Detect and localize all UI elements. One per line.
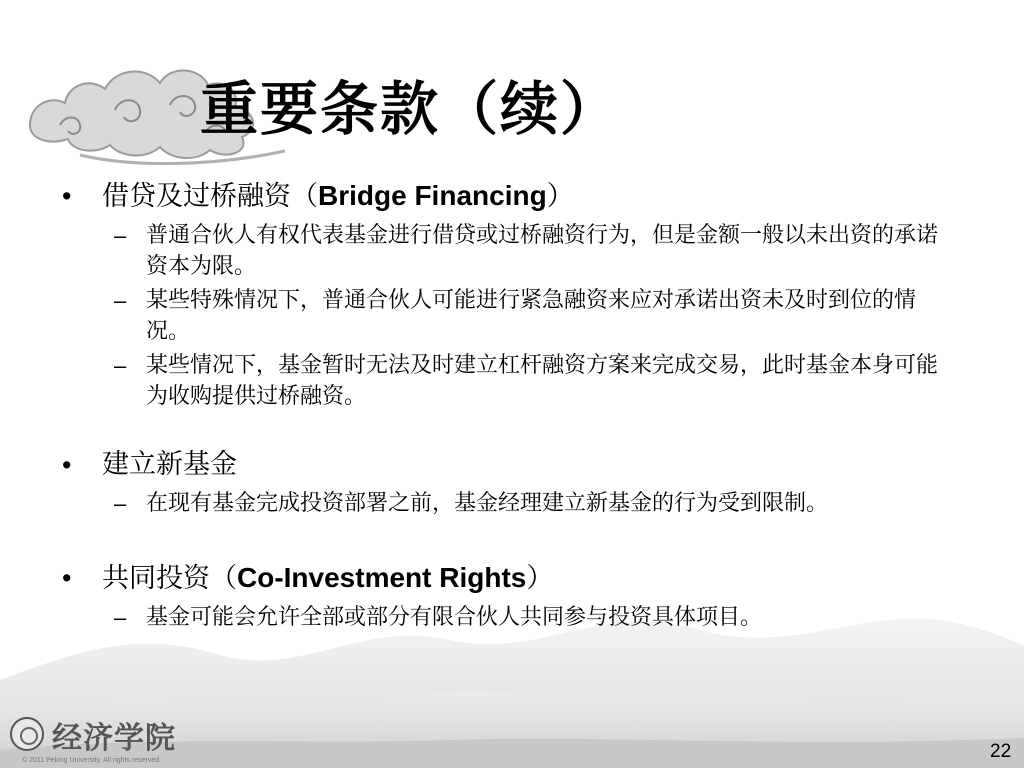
bullet-co-investment [62,558,962,633]
bullet-text-en: Co-Investment Rights [237,562,527,593]
sub-text: 在现有基金完成投资部署之前，基金经理建立新基金的行为受到限制。 [146,491,829,516]
sub-item [114,488,956,519]
bullet-dot: • [62,563,72,593]
page-number: 22 [990,741,1012,762]
bullet-text-en: Bridge Financing [318,180,547,211]
sub-item [114,350,956,412]
sub-dash: – [114,605,127,630]
sub-dash: – [114,491,127,516]
content-body [62,176,962,633]
copyright-notice: © 2011 Peking University. All rights reserved. [22,757,162,764]
slide-title: 重要条款（续） [200,75,621,143]
bullet-text-close: ） [526,563,554,594]
bullet-new-fund [62,445,962,519]
bullet-text-cn: 共同投资（ [102,563,237,594]
sub-text: 普通合伙人有权代表基金进行借贷或过桥融资行为，但是金额一般以未出资的承诺资本为限。 [146,223,939,279]
bullet-dot: • [62,450,72,480]
sub-item [114,602,956,633]
sub-dash: – [114,353,127,378]
bullet-bridge-financing [62,176,962,412]
sub-item [114,285,956,347]
sub-text: 某些情况下，基金暂时无法及时建立杠杆融资方案来完成交易，此时基金本身可能为收购提供过桥融资。 [146,353,939,409]
sub-item [114,220,956,282]
sub-dash: – [114,288,127,313]
sub-text: 某些特殊情况下，普通合伙人可能进行紧急融资来应对承诺出资未及时到位的情况。 [146,288,917,344]
bullet-dot: • [62,181,72,211]
sub-text: 基金可能会允许全部或部分有限合伙人共同参与投资具体项目。 [146,605,763,630]
university-emblem-icon [10,717,44,751]
bullet-text-close: ） [546,181,574,212]
bullet-text-cn: 借贷及过桥融资（ [102,181,318,212]
sub-dash: – [114,223,127,248]
bullet-text-cn: 建立新基金 [102,449,237,480]
logo-text: 经济学院 [52,721,176,756]
